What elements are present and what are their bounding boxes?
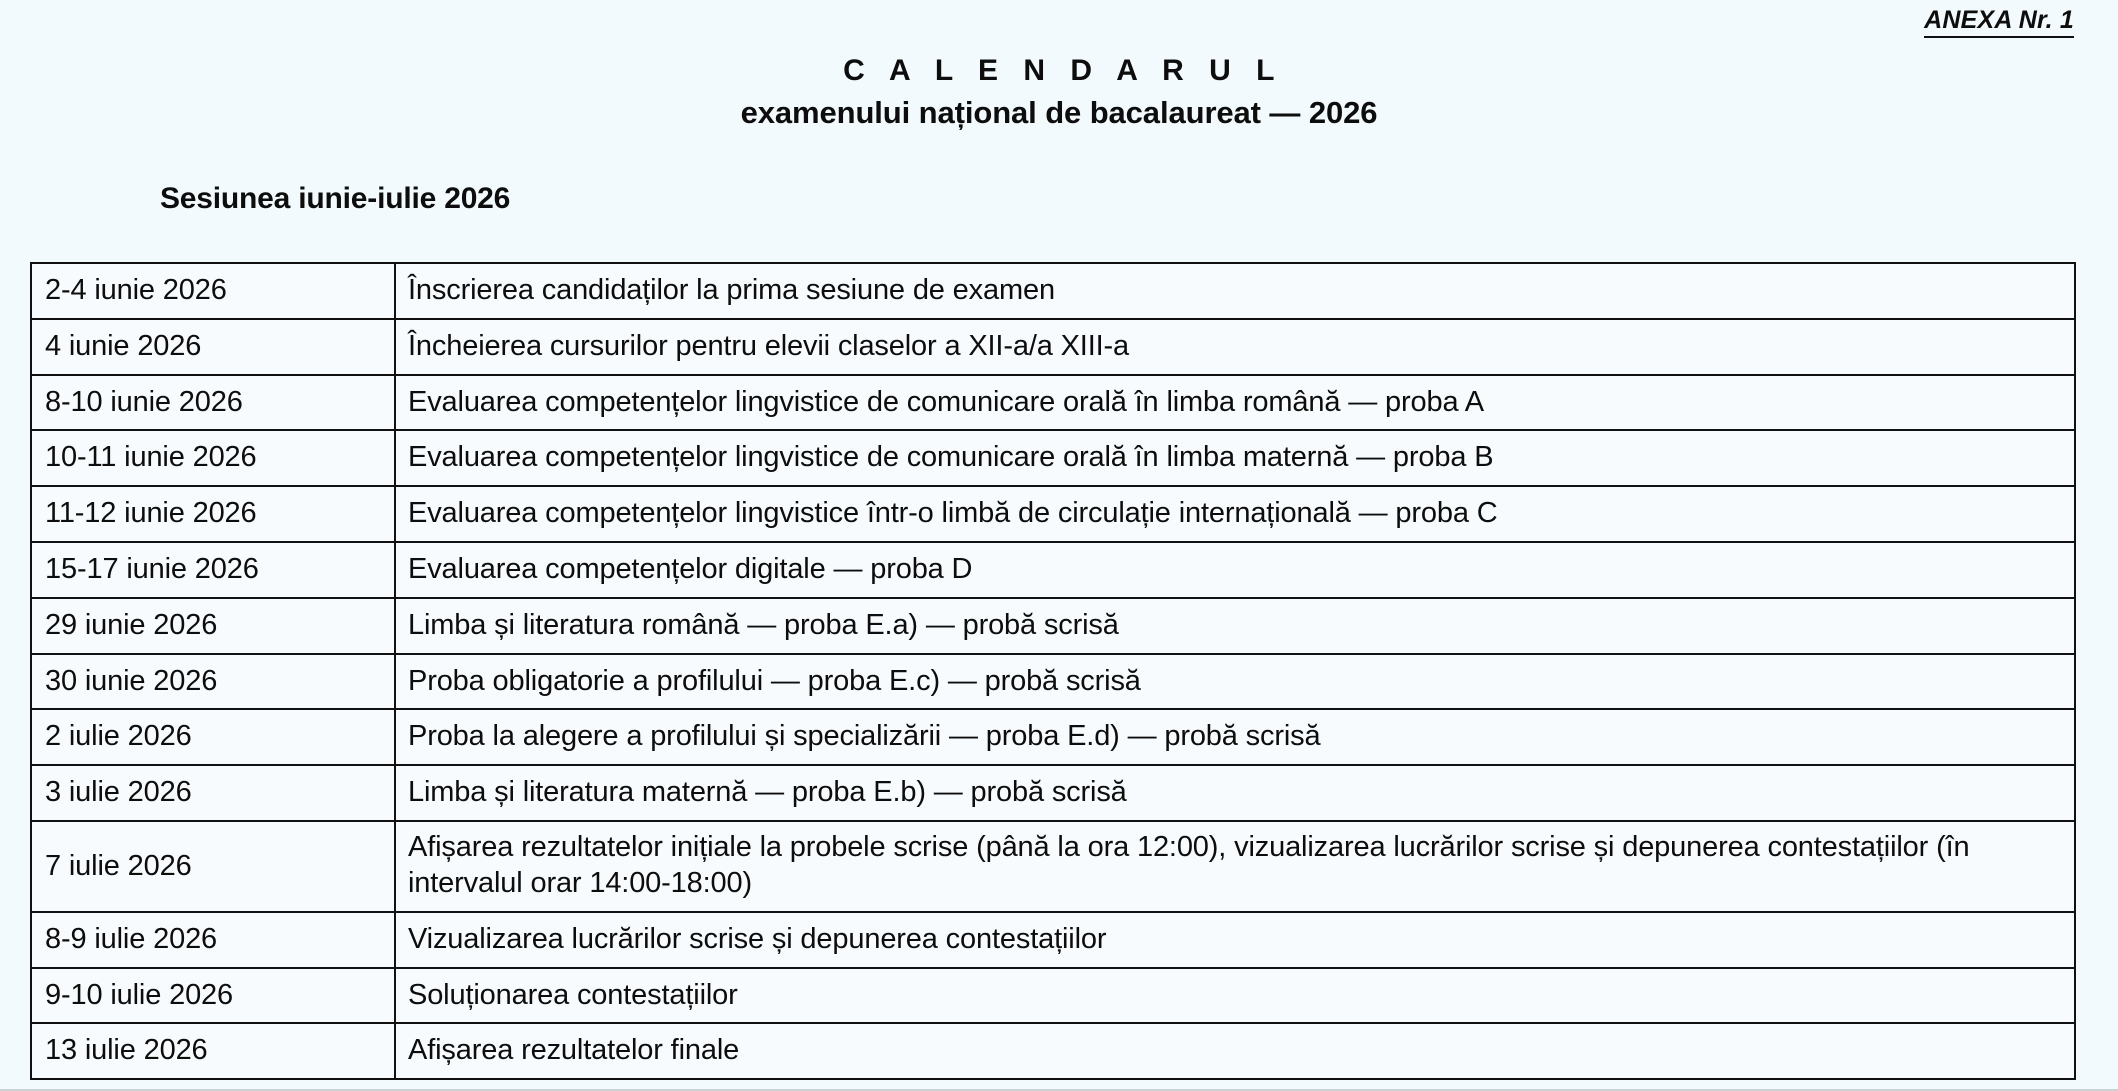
calendar-table-container	[30, 262, 2076, 1080]
table-cell-activity: Evaluarea competențelor lingvistice de comunicare orală în limba maternă — proba B	[395, 430, 2075, 486]
table-row	[31, 598, 2075, 654]
table-row	[31, 319, 2075, 375]
table-row	[31, 912, 2075, 968]
table-cell-activity: Evaluarea competențelor lingvistice într-o limbă de circulație internațională — proba C	[395, 486, 2075, 542]
table-cell-activity: Limba și literatura maternă — proba E.b) — probă scrisă	[395, 765, 2075, 821]
table-cell-activity: Evaluarea competențelor digitale — proba D	[395, 542, 2075, 598]
session-heading: Sesiunea iunie-iulie 2026	[160, 182, 511, 215]
table-row	[31, 375, 2075, 431]
annex-header	[1924, 6, 2074, 38]
table-cell-activity: Limba și literatura română — proba E.a) — probă scrisă	[395, 598, 2075, 654]
table-cell-activity: Soluționarea contestațiilor	[395, 968, 2075, 1024]
table-row	[31, 821, 2075, 912]
document-title-block	[0, 52, 2118, 133]
table-cell-date: 29 iunie 2026	[31, 598, 395, 654]
table-cell-date: 8-9 iulie 2026	[31, 912, 395, 968]
calendar-table	[30, 262, 2076, 1080]
table-cell-date: 7 iulie 2026	[31, 821, 395, 912]
table-row	[31, 486, 2075, 542]
table-cell-date: 9-10 iulie 2026	[31, 968, 395, 1024]
table-cell-activity: Afișarea rezultatelor finale	[395, 1023, 2075, 1079]
table-cell-date: 4 iunie 2026	[31, 319, 395, 375]
table-cell-date: 15-17 iunie 2026	[31, 542, 395, 598]
table-row	[31, 1023, 2075, 1079]
page-subtitle: examenului național de bacalaureat — 2026	[740, 94, 1378, 130]
table-cell-activity: Afișarea rezultatelor inițiale la probele scrise (până la ora 12:00), vizualizarea lucrărilor scrise și depunerea contestațiilor (în intervalul orar 14:00-18:00)	[395, 821, 2075, 912]
table-row	[31, 654, 2075, 710]
table-cell-activity: Proba obligatorie a profilului — proba E.c) — probă scrisă	[395, 654, 2075, 710]
table-row	[31, 765, 2075, 821]
table-cell-date: 13 iulie 2026	[31, 1023, 395, 1079]
table-cell-date: 8-10 iunie 2026	[31, 375, 395, 431]
table-row	[31, 709, 2075, 765]
table-cell-activity: Înscrierea candidaților la prima sesiune de examen	[395, 263, 2075, 319]
table-cell-date: 10-11 iunie 2026	[31, 430, 395, 486]
table-cell-date: 2-4 iunie 2026	[31, 263, 395, 319]
table-row	[31, 968, 2075, 1024]
table-cell-date: 30 iunie 2026	[31, 654, 395, 710]
page-title: C A L E N D A R U L	[843, 54, 1283, 87]
table-cell-activity: Evaluarea competențelor lingvistice de comunicare orală în limba română — proba A	[395, 375, 2075, 431]
table-cell-activity: Vizualizarea lucrărilor scrise și depunerea contestațiilor	[395, 912, 2075, 968]
table-cell-activity: Încheierea cursurilor pentru elevii claselor a XII-a/a XIII-a	[395, 319, 2075, 375]
table-cell-date: 3 iulie 2026	[31, 765, 395, 821]
calendar-table-body	[31, 263, 2075, 1079]
table-cell-activity: Proba la alegere a profilului și specializării — proba E.d) — probă scrisă	[395, 709, 2075, 765]
table-cell-date: 11-12 iunie 2026	[31, 486, 395, 542]
annex-label: ANEXA Nr. 1	[1924, 6, 2074, 38]
table-row	[31, 430, 2075, 486]
table-row	[31, 542, 2075, 598]
table-row	[31, 263, 2075, 319]
table-cell-date: 2 iulie 2026	[31, 709, 395, 765]
